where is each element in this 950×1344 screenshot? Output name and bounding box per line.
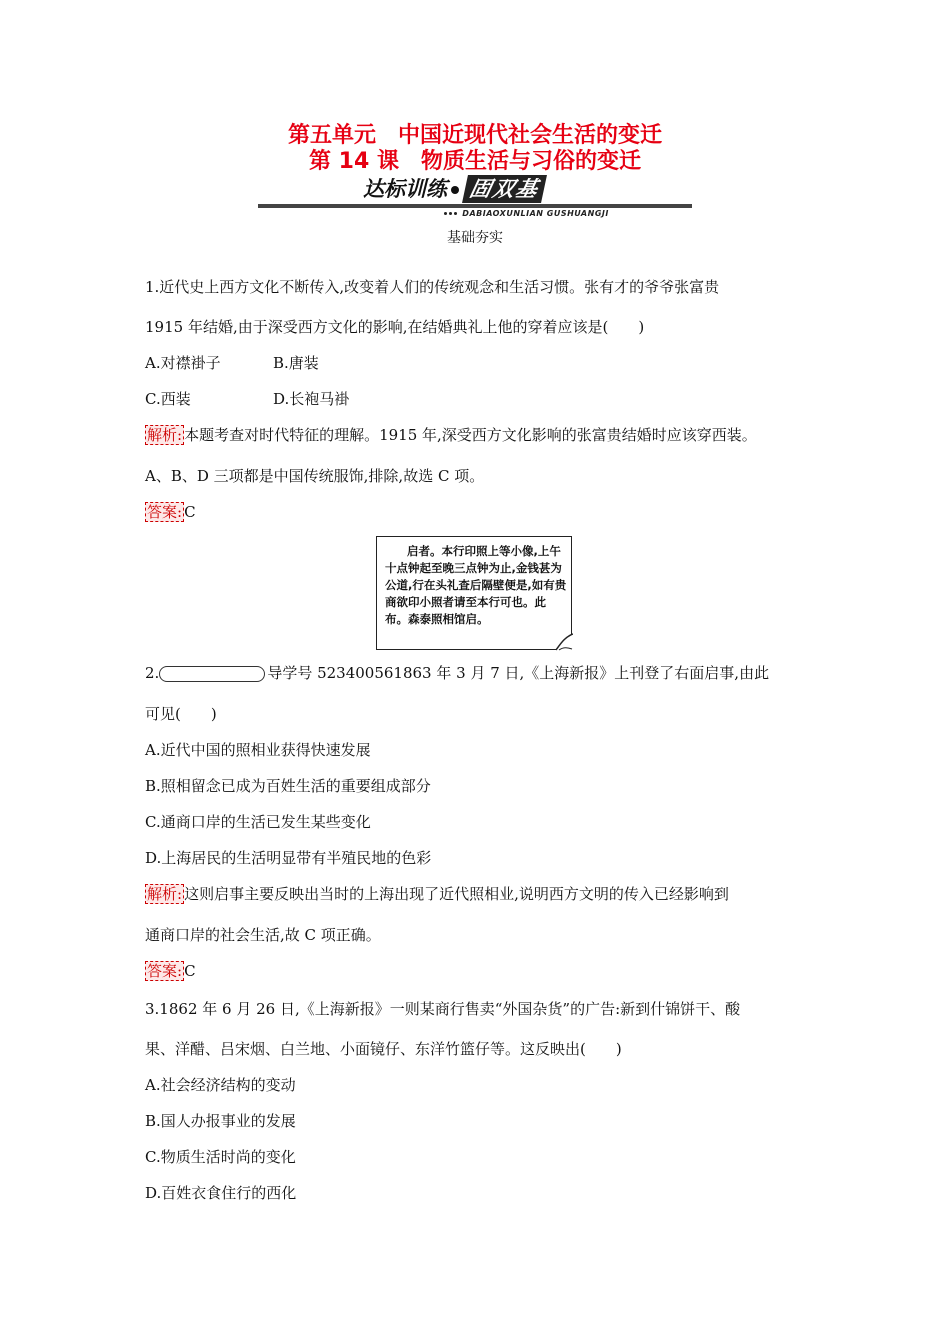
q1-analysis-text1: 本题考查对时代特征的理解。1915 年,深受西方文化影响的张富贵结婚时应该穿西装。	[184, 426, 757, 444]
q2-stem-text: 导学号 523400561863 年 3 月 7 日,《上海新报》上刊登了右面启事,由此	[267, 664, 770, 682]
lesson-title	[0, 149, 950, 175]
q2-analysis	[145, 884, 729, 904]
q2-answer-value: C	[184, 962, 196, 980]
q2-stem-line2: 可见( )	[145, 705, 217, 723]
q2-analysis-text1: 这则启事主要反映出当时的上海出现了近代照相业,说明西方文明的传入已经影响到	[184, 885, 729, 903]
q3-stem-line2: 果、洋醋、吕宋烟、白兰地、小面镜仔、东洋竹篮仔等。这反映出( )	[145, 1040, 622, 1058]
q2-analysis-line2: 通商口岸的社会生活,故 C 项正确。	[145, 926, 381, 944]
q2-stem-line1	[145, 663, 769, 683]
q3-option-a: A.社会经济结构的变动	[145, 1076, 296, 1094]
guide-number-box	[159, 666, 265, 682]
unit-title-number: 第五单元	[287, 123, 376, 148]
banner-dot-icon	[451, 186, 459, 194]
notice-text: 启者。本行印照上等小像,上午十点钟起至晚三点钟为止,金钱甚为公道,行在头礼查后隔壁便是,如有贵商欲印小照者请至本行可也。此布。森泰照相馆启。	[385, 544, 567, 626]
q1-stem-line1: 1.近代史上西方文化不断传入,改变着人们的传统观念和生活习惯。张有才的爷爷张富贵	[145, 278, 720, 296]
banner-box-text: 固双基	[462, 175, 547, 203]
banner-heading	[363, 175, 544, 203]
q2-answer	[145, 961, 196, 981]
banner-subtitle	[444, 209, 609, 219]
dot-icon	[449, 212, 452, 215]
page-curl-icon	[555, 633, 573, 651]
q1-option-c: C.西装	[145, 390, 191, 408]
notice-figure	[376, 536, 572, 650]
practice-banner	[258, 175, 692, 217]
q3-stem-line1: 3.1862 年 6 月 26 日,《上海新报》一则某商行售卖“外国杂货”的广告:新到什锦饼干、酸	[145, 1000, 741, 1018]
dot-icon	[454, 212, 457, 215]
section-title: 基础夯实	[447, 230, 503, 246]
q1-option-d: D.长袍马褂	[273, 390, 350, 408]
answer-label: 答案:	[147, 962, 183, 980]
lesson-title-number: 第 14 课	[309, 149, 399, 174]
q2-option-c: C.通商口岸的生活已发生某些变化	[145, 813, 371, 831]
answer-label: 答案:	[147, 503, 183, 521]
q1-option-a: A.对襟褂子	[145, 354, 221, 372]
q3-option-d: D.百姓衣食住行的西化	[145, 1184, 297, 1202]
q3-option-c: C.物质生活时尚的变化	[145, 1148, 296, 1166]
banner-rule	[258, 204, 692, 208]
banner-main-text: 达标训练	[363, 177, 447, 201]
q1-answer-value: C	[184, 503, 196, 521]
lesson-title-text: 物质生活与习俗的变迁	[420, 149, 641, 174]
q2-option-b: B.照相留念已成为百姓生活的重要组成部分	[145, 777, 431, 795]
q1-analysis-line2: A、B、D 三项都是中国传统服饰,排除,故选 C 项。	[145, 467, 485, 485]
unit-title	[0, 123, 950, 149]
banner-subtitle-text: DABIAOXUNLIAN GUSHUANGJI	[462, 209, 609, 218]
analysis-label: 解析:	[147, 885, 183, 903]
analysis-label: 解析:	[147, 426, 183, 444]
q1-answer	[145, 502, 196, 522]
q1-option-b: B.唐装	[273, 354, 319, 372]
q1-analysis	[145, 425, 757, 445]
dot-icon	[444, 212, 447, 215]
q3-option-b: B.国人办报事业的发展	[145, 1112, 296, 1130]
q1-stem-line2: 1915 年结婚,由于深受西方文化的影响,在结婚典礼上他的穿着应该是( )	[145, 318, 645, 336]
q2-number: 2.	[145, 664, 160, 682]
q2-option-d: D.上海居民的生活明显带有半殖民地的色彩	[145, 849, 432, 867]
q2-option-a: A.近代中国的照相业获得快速发展	[145, 741, 371, 759]
unit-title-text: 中国近现代社会生活的变迁	[398, 123, 663, 148]
